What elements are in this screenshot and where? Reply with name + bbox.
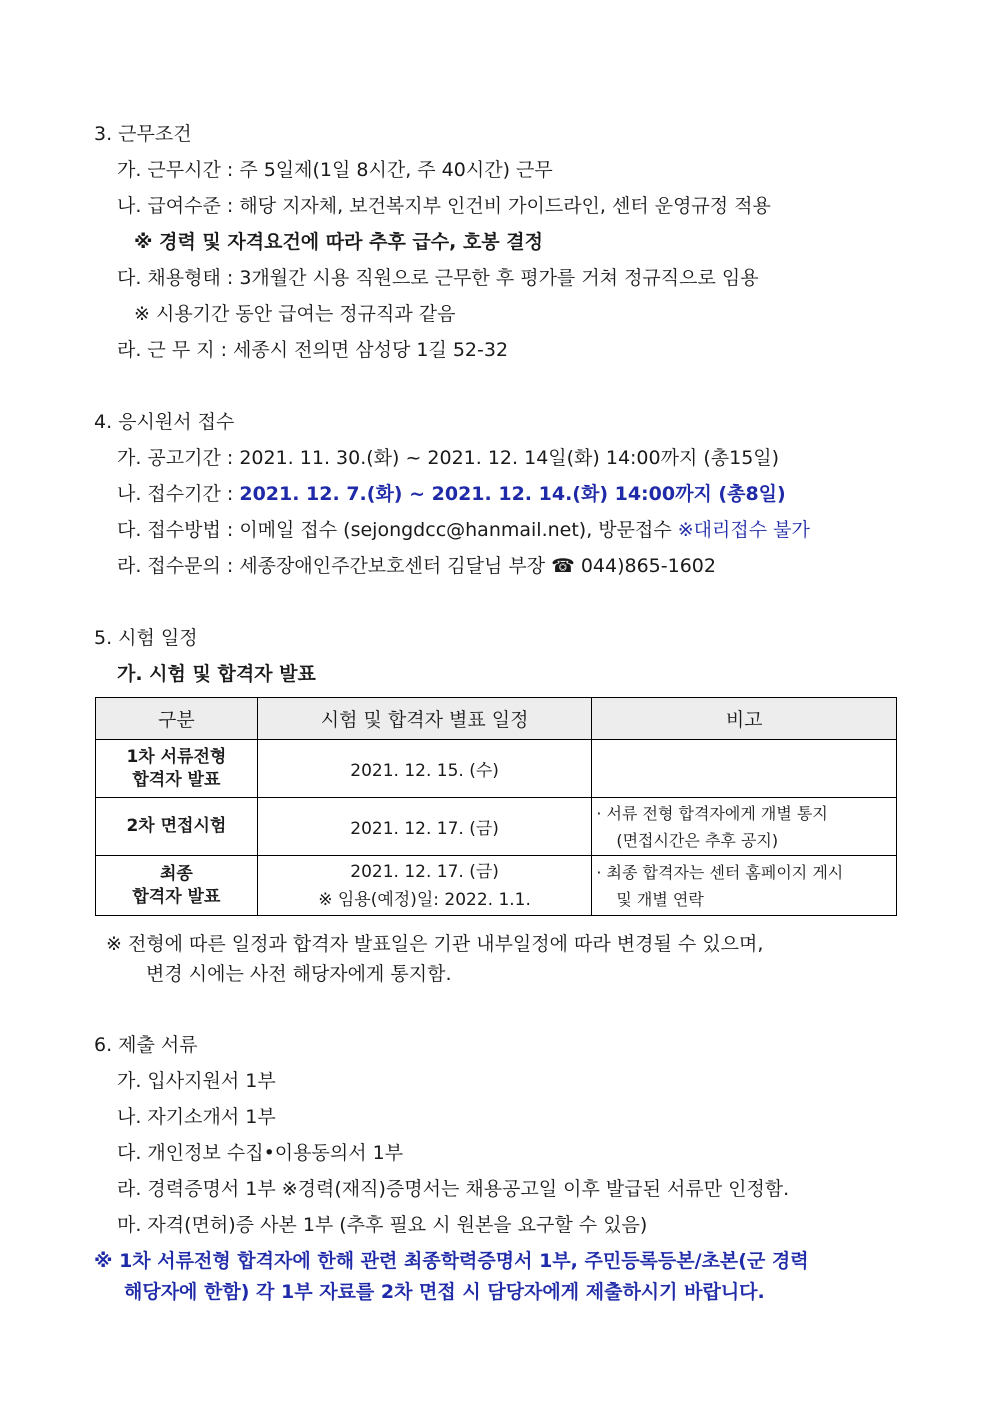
category-cell — [96, 740, 258, 798]
schedule-cell — [257, 798, 592, 856]
section-4-title: 4. 응시원서 접수 — [94, 411, 235, 433]
table-header-row — [96, 698, 897, 740]
remarks-line: · 최종 합격자는 센터 홈페이지 게시 — [596, 862, 844, 882]
exam-schedule-table — [95, 697, 897, 916]
remarks-line: 및 개별 연락 — [616, 889, 704, 909]
doc-application-form: 가. 입사지원서 1부 — [117, 1070, 276, 1092]
table-row — [96, 740, 897, 798]
doc-career-certificate: 라. 경력증명서 1부 ※경력(재직)증명서는 채용공고일 이후 발급된 서류만 인정함. — [117, 1178, 790, 1200]
application-method-label: 다. 접수방법 : 이메일 접수 (sejongdcc@hanmail.net), 방문접수 — [117, 519, 678, 541]
schedule-cell — [257, 856, 592, 916]
inquiry-label: 라. 접수문의 : 세종장애인주간보호센터 김달님 부장 — [117, 555, 552, 577]
table-row — [96, 798, 897, 856]
schedule-change-note: ※ 전형에 따른 일정과 합격자 발표일은 기관 내부일정에 따라 변경될 수 있으며, — [106, 933, 764, 955]
remarks-cell — [592, 740, 897, 798]
salary-level: 나. 급여수준 : 해당 지자체, 보건복지부 인건비 가이드라인, 센터 운영규정 적용 — [117, 195, 771, 217]
category-line: 최종 — [159, 863, 193, 884]
work-hours: 가. 근무시간 : 주 5일제(1일 8시간, 주 40시간) 근무 — [117, 159, 553, 181]
application-inquiry — [117, 554, 716, 578]
doc-license-copy: 마. 자격(면허)증 사본 1부 (추후 필요 시 원본을 요구할 수 있음) — [117, 1214, 648, 1236]
remarks-cell — [592, 798, 897, 856]
exam-subtitle: 가. 시험 및 합격자 발표 — [117, 663, 316, 685]
final-submission-note-cont: 해당자에 한함) 각 1부 자료를 2차 면접 시 담당자에게 제출하시기 바랍니다. — [124, 1281, 765, 1303]
posting-period: 가. 공고기간 : 2021. 11. 30.(화) ~ 2021. 12. 14일(화) 14:00까지 (총15일) — [117, 447, 780, 469]
category-line: 1차 서류전형 — [126, 746, 227, 767]
schedule-date: 2021. 12. 15. (수) — [350, 761, 499, 781]
final-submission-note: ※ 1차 서류전형 합격자에 한해 관련 최종학력증명서 1부, 주민등록등본/초본(군 경력 — [94, 1250, 809, 1272]
section-5-title: 5. 시험 일정 — [94, 627, 198, 649]
salary-note: ※ 경력 및 자격요건에 따라 추후 급수, 호봉 결정 — [134, 231, 543, 253]
application-period-value: 2021. 12. 7.(화) ~ 2021. 12. 14.(화) 14:00까지 (총8일) — [239, 483, 786, 505]
category-cell — [96, 856, 258, 916]
section-3-title: 3. 근무조건 — [94, 123, 192, 145]
remarks-cell — [592, 856, 897, 916]
employment-type: 다. 채용형태 : 3개월간 시용 직원으로 근무한 후 평가를 거쳐 정규직으로 임용 — [117, 267, 759, 289]
application-method — [117, 518, 810, 542]
table-header-schedule: 시험 및 합격자 별표 일정 — [257, 698, 592, 740]
category-line: 2차 면접시험 — [126, 816, 227, 836]
application-period-label: 나. 접수기간 : — [117, 483, 240, 505]
table-row — [96, 856, 897, 916]
category-cell — [96, 798, 258, 856]
appointment-date-note: ※ 임용(예정)일: 2022. 1.1. — [318, 889, 531, 910]
table-header-remarks: 비고 — [592, 698, 897, 740]
phone-number: ☎ 044)865-1602 — [551, 555, 716, 577]
remarks-line: · 서류 전형 합격자에게 개별 통지 — [596, 803, 828, 823]
schedule-date: 2021. 12. 17. (금) — [350, 819, 499, 839]
category-line: 합격자 발표 — [132, 769, 221, 790]
schedule-date: 2021. 12. 17. (금) — [350, 861, 499, 882]
doc-privacy-consent: 다. 개인정보 수집•이용동의서 1부 — [117, 1142, 404, 1164]
work-location: 라. 근 무 지 : 세종시 전의면 삼성당 1길 52-32 — [117, 339, 509, 361]
probation-note: ※ 시용기간 동안 급여는 정규직과 같음 — [134, 303, 456, 325]
category-line: 합격자 발표 — [132, 886, 221, 907]
section-6-title: 6. 제출 서류 — [94, 1034, 198, 1056]
doc-self-introduction: 나. 자기소개서 1부 — [117, 1106, 276, 1128]
remarks-line: (면접시간은 추후 공지) — [616, 830, 779, 850]
application-period — [117, 482, 786, 506]
table-header-category: 구분 — [96, 698, 258, 740]
schedule-change-note-cont: 변경 시에는 사전 해당자에게 통지함. — [146, 963, 452, 985]
no-proxy-note: ※대리접수 불가 — [677, 519, 810, 541]
schedule-cell — [257, 740, 592, 798]
